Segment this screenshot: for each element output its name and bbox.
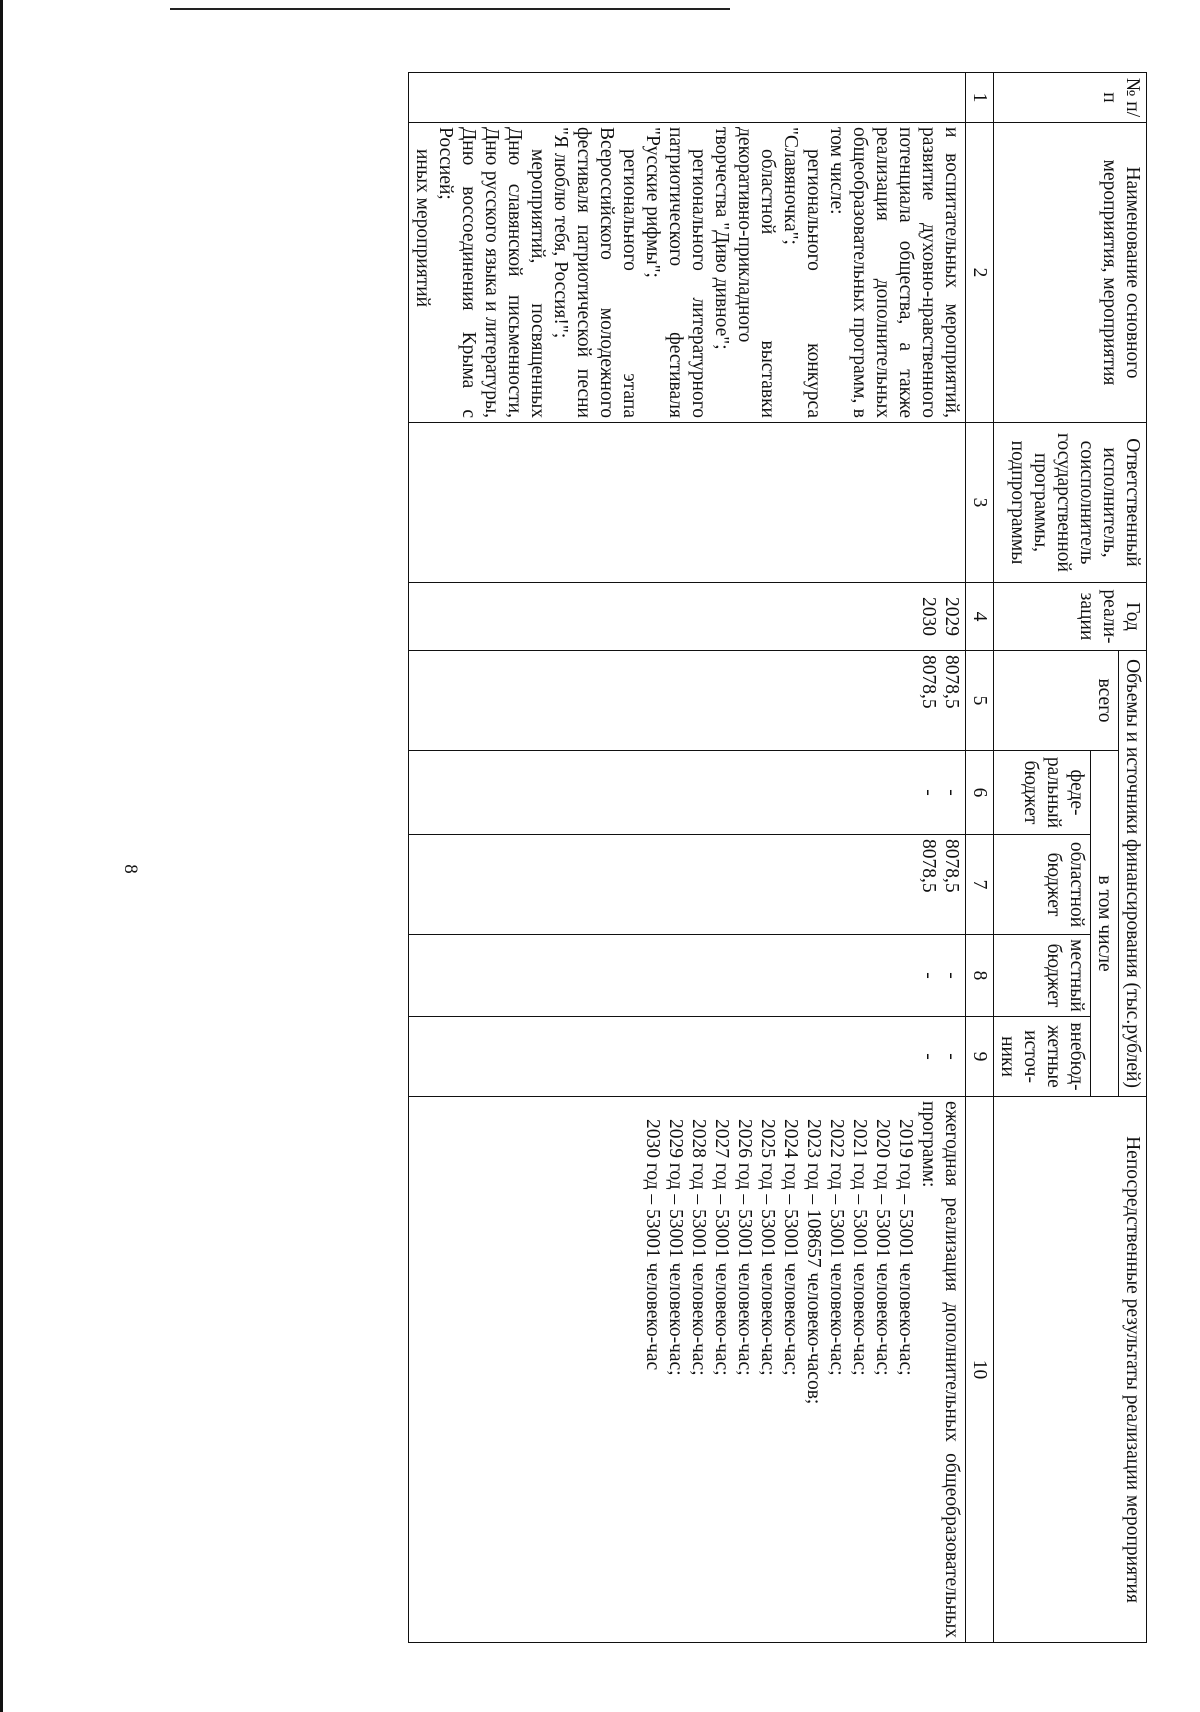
activity-line: регионального конкурса "Славяночка";	[780, 127, 824, 418]
total-cell	[409, 651, 966, 751]
header-extrabudget: внебюд-жетные источ-ники	[994, 1017, 1091, 1097]
column-number: 6	[966, 751, 994, 835]
header-activity-name: Наименование основного мероприятия, мероприятия	[994, 123, 1147, 423]
result-line: 2025 год – 53001 человеко-час;	[757, 1119, 778, 1376]
extrabudget-value: -	[941, 1053, 962, 1060]
result-line: 2022 год – 53001 человеко-час;	[826, 1119, 847, 1376]
scan-top-line	[170, 8, 730, 10]
result-line: 2027 год – 53001 человеко-час;	[711, 1119, 732, 1376]
header-in-that-number: в том числе	[1091, 751, 1119, 1097]
total-value: 8078,5	[918, 655, 939, 709]
result-line: 2028 год – 53001 человеко-час;	[688, 1119, 709, 1376]
header-row-1	[1119, 73, 1147, 1643]
result-line: 2020 год – 53001 человеко-час;	[872, 1119, 893, 1376]
federal-value: -	[918, 789, 939, 796]
header-local: местный бюджет	[994, 935, 1091, 1017]
result-line: 2021 год – 53001 человеко-час;	[849, 1119, 870, 1376]
regional-cell	[409, 835, 966, 935]
column-number: 5	[966, 651, 994, 751]
local-cell	[409, 935, 966, 1017]
responsible-cell	[409, 423, 966, 583]
column-number: 2	[966, 123, 994, 423]
column-number: 4	[966, 583, 994, 651]
page-number: 8	[120, 864, 141, 874]
activity-line: регионального литературного патриотического фестиваля "Русские рифмы";	[642, 127, 709, 418]
funding-table	[408, 72, 1147, 1643]
header-total: всего	[994, 651, 1119, 751]
scan-edge-line	[0, 0, 3, 1712]
federal-cell	[409, 751, 966, 835]
extrabudget-value: -	[918, 1053, 939, 1060]
table-row	[409, 73, 966, 1643]
local-value: -	[941, 972, 962, 979]
year-value: 2030	[918, 597, 939, 636]
activity-line: и воспитательных мероприятий, развитие духовно-нравственного потенциала общества, а также реализация дополнительных общеобразовательных программ, в том числе:	[826, 127, 962, 418]
header-responsible: Ответственный исполнитель, соисполнитель государственной программы, подпрограммы	[994, 423, 1147, 583]
activity-line: мероприятий, посвященных Дню славянской письменности, Дню русского языка и литературы, Дню воссоединения Крыма с Россией;	[435, 127, 548, 418]
activity-line: регионального этапа Всероссийского молодежного фестиваля патриотической песни "Я люблю тебя, Россия!";	[550, 127, 640, 418]
result-line: 2023 год – 108657 человеко-часов;	[803, 1119, 824, 1405]
result-line: 2019 год – 53001 человеко-час;	[895, 1119, 916, 1376]
rotated-table-sheet	[47, 72, 1147, 1642]
header-number: № п/п	[994, 73, 1147, 123]
header-year: Год реали-зации	[994, 583, 1147, 651]
header-regional: областной бюджет	[994, 835, 1091, 935]
column-number: 8	[966, 935, 994, 1017]
header-funding-group: Объемы и источники финансирования (тыс.рублей)	[1119, 651, 1147, 1097]
activity-line: иных мероприятий	[412, 149, 433, 308]
result-line: ежегодная реализация дополнительных общеобразовательных программ:	[918, 1101, 962, 1639]
results-cell	[409, 1097, 966, 1643]
column-number: 7	[966, 835, 994, 935]
activity-cell	[409, 123, 966, 423]
local-value: -	[918, 972, 939, 979]
column-number: 1	[966, 73, 994, 123]
result-line: 2029 год – 53001 человеко-час;	[665, 1119, 686, 1376]
federal-value: -	[941, 789, 962, 796]
regional-value: 8078,5	[918, 839, 939, 893]
column-number: 3	[966, 423, 994, 583]
header-federal: феде-ральный бюджет	[994, 751, 1091, 835]
column-numbers-row	[966, 73, 994, 1643]
header-results: Непосредственные результаты реализации мероприятия	[994, 1097, 1147, 1643]
year-cell	[409, 583, 966, 651]
year-value: 2029	[941, 597, 962, 636]
column-number: 10	[966, 1097, 994, 1643]
activity-line: областной выставки декоративно-прикладного творчества "Диво дивное";	[711, 127, 778, 418]
result-line: 2026 год – 53001 человеко-час;	[734, 1119, 755, 1376]
extrabudget-cell	[409, 1017, 966, 1097]
row-number	[409, 73, 966, 123]
column-number: 9	[966, 1017, 994, 1097]
regional-value: 8078,5	[941, 839, 962, 893]
total-value: 8078,5	[941, 655, 962, 709]
result-line: 2030 год – 53001 человеко-час	[642, 1119, 663, 1371]
result-line: 2024 год – 53001 человеко-час;	[780, 1119, 801, 1376]
